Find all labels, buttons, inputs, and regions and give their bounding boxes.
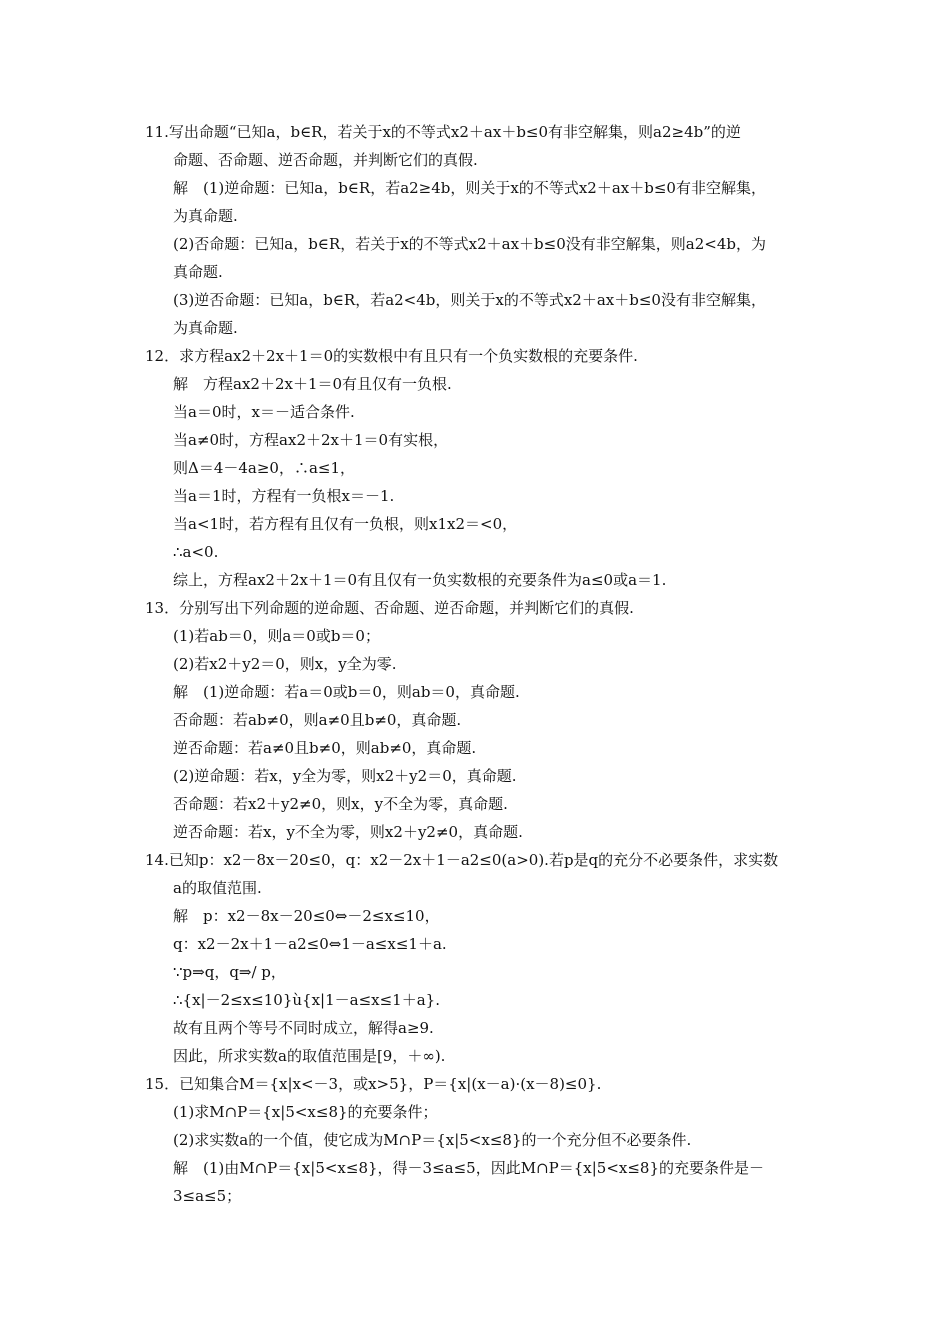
text-line: 15．已知集合M＝{x|x<－3，或x>5}，P＝{x|(x－a)·(x－8)≤0}. — [145, 1075, 602, 1093]
text-line: (2)逆命题：若x，y全为零，则x2＋y2＝0，真命题. — [173, 767, 517, 785]
text-line: a的取值范围. — [173, 879, 262, 897]
text-line: (2)否命题：已知a，b∈R，若关于x的不等式x2＋ax＋b≤0没有非空解集，则a2<4b，为 — [173, 235, 766, 253]
text-line: 逆否命题：若x，y不全为零，则x2＋y2≠0，真命题. — [173, 823, 523, 841]
text-line: 当a＝0时，x＝－适合条件. — [173, 403, 355, 421]
document-page — [145, 118, 815, 1210]
text-line: 解 p：x2－8x－20≤0⇔－2≤x≤10， — [173, 907, 440, 925]
text-line: (3)逆否命题：已知a，b∈R，若a2<4b，则关于x的不等式x2＋ax＋b≤0没有非空解集， — [173, 291, 766, 309]
text-line: ∵p⇒q，q⇒/ p， — [173, 963, 286, 981]
text-line: 解 (1)逆命题：已知a，b∈R，若a2≥4b，则关于x的不等式x2＋ax＋b≤0有非空解集， — [173, 179, 766, 197]
text-line: 为真命题. — [173, 207, 238, 225]
text-line: 13．分别写出下列命题的逆命题、否命题、逆否命题，并判断它们的真假. — [145, 599, 634, 617]
text-line: (1)若ab＝0，则a＝0或b＝0； — [173, 627, 380, 645]
text-line: 3≤a≤5； — [173, 1187, 242, 1205]
text-line: 逆否命题：若a≠0且b≠0，则ab≠0，真命题. — [173, 739, 477, 757]
text-line: 否命题：若x2＋y2≠0，则x，y不全为零，真命题. — [173, 795, 508, 813]
text-line: (1)求M∩P＝{x|5<x≤8}的充要条件； — [173, 1103, 438, 1121]
text-line: 12．求方程ax2＋2x＋1＝0的实数根中有且只有一个负实数根的充要条件. — [145, 347, 638, 365]
text-line: (2)求实数a的一个值，使它成为M∩P＝{x|5<x≤8}的一个充分但不必要条件. — [173, 1131, 692, 1149]
text-line: 当a<1时，若方程有且仅有一负根，则x1x2＝<0， — [173, 515, 518, 533]
text-line: 14.已知p：x2－8x－20≤0，q：x2－2x＋1－a2≤0(a>0).若p是q的充分不必要条件，求实数 — [145, 851, 779, 869]
text-line: 因此，所求实数a的取值范围是[9，＋∞). — [173, 1047, 446, 1065]
text-line: 则Δ＝4－4a≥0，∴a≤1， — [173, 459, 356, 477]
text-line: 解 (1)由M∩P＝{x|5<x≤8}，得－3≤a≤5，因此M∩P＝{x|5<x≤8}的充要条件是－ — [173, 1159, 765, 1177]
text-line: 综上，方程ax2＋2x＋1＝0有且仅有一负实数根的充要条件为a≤0或a＝1. — [173, 571, 667, 589]
text-line: 解 (1)逆命题：若a＝0或b＝0，则ab＝0，真命题. — [173, 683, 520, 701]
text-line: 真命题. — [173, 263, 223, 281]
text-line: 命题、否命题、逆否命题，并判断它们的真假. — [173, 151, 478, 169]
text-line: 故有且两个等号不同时成立，解得a≥9. — [173, 1019, 434, 1037]
text-line: 为真命题. — [173, 319, 238, 337]
text-line: 否命题：若ab≠0，则a≠0且b≠0，真命题. — [173, 711, 462, 729]
text-line: ∴a<0. — [173, 543, 219, 561]
text-line: 当a≠0时，方程ax2＋2x＋1＝0有实根， — [173, 431, 449, 449]
text-line: 11.写出命题“已知a，b∈R，若关于x的不等式x2＋ax＋b≤0有非空解集，则a2≥4b”的逆 — [145, 123, 741, 141]
text-line: (2)若x2＋y2＝0，则x，y全为零. — [173, 655, 397, 673]
text-line: ∴{x|－2≤x≤10}ù{x|1－a≤x≤1＋a}. — [173, 991, 440, 1009]
text-line: 解 方程ax2＋2x＋1＝0有且仅有一负根. — [173, 375, 452, 393]
text-line: 当a＝1时，方程有一负根x＝－1. — [173, 487, 395, 505]
text-line: q：x2－2x＋1－a2≤0⇔1－a≤x≤1＋a. — [173, 935, 447, 953]
